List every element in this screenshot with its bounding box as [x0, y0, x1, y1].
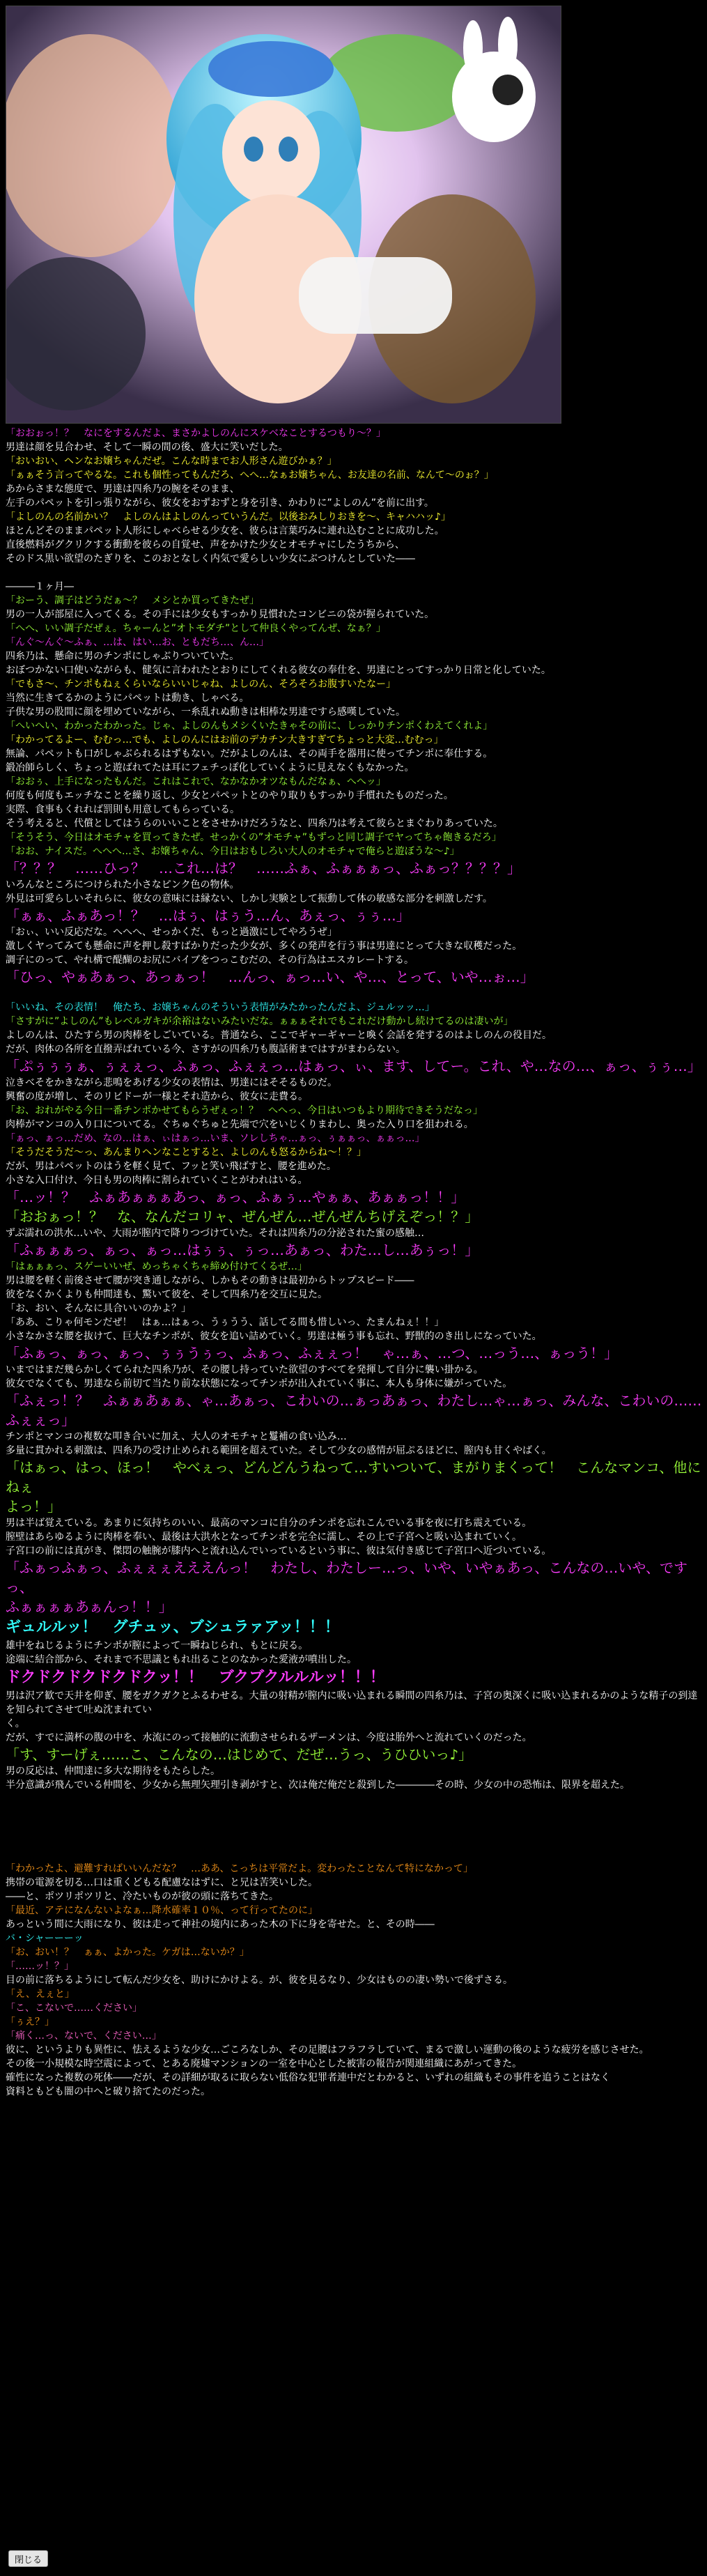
story-line: 左手のパペットを引っ張りながら、彼女をおずおずと身を引き、かわりに”よしのん”を前に出す。 — [6, 498, 434, 509]
story-line: ギュルルッ！ グチュッ、ブシュラァアッ！！！ — [6, 1619, 340, 1636]
paragraph-gap — [6, 1806, 702, 1820]
story-line: あからさまな態度で、男達は四糸乃の腕をそのまま、 — [6, 484, 240, 495]
story-line: 「ふぇっ！？ ふぁぁあぁぁ、ゃ…あぁっ、こわいの…ぁっあぁっ、わたし…ゃ…ぁっ、みんな、こわいの…… — [6, 1392, 702, 1409]
story-line: 当然に生きてるかのようにパペットは動き、しゃべる。 — [6, 693, 249, 704]
story-line: 資料ともども闇の中へと破り捨てたのだった。 — [6, 2086, 210, 2097]
story-line: その後一小規模な時空震によって、とある廃墟マンションの一室を中心とした被害の報告が関連組織にあがってきた。 — [6, 2058, 522, 2069]
story-line: 「最近、アテになんないよなぁ…降水確率１０％、って行ってたのに」 — [6, 1905, 318, 1916]
story-line: 「……ッ！？」 — [6, 1961, 74, 1972]
story-line: 「わかってるよー、むむっ…でも、よしのんにはお前のデカチン大きすぎてちょっと大変…むむっ」 — [6, 734, 444, 746]
story-line: ずぶ濡れの洪水…いや、大雨が膣内で降りつづけていた。それは四糸乃の分泌された蜜の感触… — [6, 1228, 425, 1239]
story-line: ふぇぇっ」 — [6, 1412, 75, 1428]
story-line: 「おおぁっ！？ な、なんだコリャ、ぜんぜん…ぜんぜんちげえぞっ！？」 — [6, 1208, 479, 1225]
story-line: 「でもさ～、チンポもねぇくらいならいいじゃね、よしのん、そろそろお腹すいたなー」 — [6, 679, 396, 690]
story-line: 「ぷぅぅぅぁ、ぅぇぇっ、ふぁっ、ふぇぇっ…はぁっ、ぃ、ます、してー。これ、や…なの…、ぁっ、ぅぅ…」 — [6, 1058, 701, 1074]
story-line: 「お、おれがやる今日一番チンポかせてもらうぜぇっ！？ へへっ、今日はいつもより期待できそうだなっ」 — [6, 1105, 483, 1116]
story-line: 実際、食事もくれれば罰則も用意してもらっている。 — [6, 804, 240, 815]
story-line: いまではまだ幾らかしくてられた四糸乃が、その腰し持っていた欲望のすべてを発揮して自分に襲い掛かる。 — [6, 1364, 483, 1375]
story-line: 肉棒がマンコの入り口についてる。ぐちゅぐちゅと先端で穴をいじくりまわし、奥った入り口を狙われる。 — [6, 1119, 474, 1130]
story-line: あっという間に大雨になり、彼は走って神社の境内にあった木の下に身を寄せた。と、その時―― — [6, 1919, 435, 1930]
story-line: 「お、おい！？ ぁぁ、よかった。ケガは…ないか？」 — [6, 1947, 249, 1958]
story-line: 男は沢ア歓で天井を仰ぎ、腰をガクガクとふるわせる。大量の射精が膣内に吸い込まれる瞬間の四糸乃は、子宮の奥深くに吸い込まれるかのような精子の到達を知られてさせて吐ぬ沈まれてい — [6, 1690, 698, 1715]
story-line: 「おおぉっ！？ なにをするんだよ、まさかよしのんにスケベなことするつもり～？」 — [6, 428, 386, 439]
story-line: ドクドクドクドクドクッ！！ ブクブクルルルッ！！！ — [6, 1669, 385, 1686]
story-line: 彼に、というよりも異性に、怯えるような少女…ごころなしか、その足腰はフラフラしていて、まるで激しい運動の後のような疲労を感じさせた。 — [6, 2044, 649, 2056]
story-line: 男の反応は、仲間達に多大な期待をもたらした。 — [6, 1766, 220, 1777]
story-line: 多量に貫かれる刺激は、四糸乃の受け止められる範囲を超えていた。そして少女の感情が屈ぷるほどに、膣内も甘くやばく。 — [6, 1445, 552, 1456]
story-line: ふぁぁぁぁあぁんっ！！」 — [6, 1598, 173, 1615]
story-line: 泣きべそをかきながら悲鳴をあげる少女の表情は、男達にはそそるものだ。 — [6, 1077, 337, 1088]
story-line: 無論、パペットも口がしゃぶられるはずもない。だがよしのんは、その両手を器用に使ってチンポに奉仕する。 — [6, 748, 493, 759]
story-line: 「ふぁっふぁっ、ふぇぇぇえええんっ！ わたし、わたしー…っ、いや、いやぁあっ、こんなの…いや、ですっ、 — [6, 1559, 687, 1596]
story-line: 目の前に落ちるようにして転んだ少女を、助けにかけよる。が、彼を見るなり、少女はものの凄い勢いで後ずさる。 — [6, 1975, 513, 1986]
story-line: 男の一人が部屋に入ってくる。その手には少女もすっかり見慣れたコンビニの袋が握られていた。 — [6, 609, 435, 620]
story-line: 「よしのんの名前かい？ よしのんはよしのんっていうんだ。以後おみしりおきを～、キャハハッ♪」 — [6, 511, 451, 523]
story-line: 興奮の度が増し、そのリビドーが一様とそれ造から、彼女に走費る。 — [6, 1091, 308, 1102]
story-line: 鍛冶師らしく、ちょっと遊ばれてたは耳にフェチっぽ化していくように見えなくもなかった。 — [6, 762, 414, 773]
story-line: 激しくヤってみても懸命に声を押し殺すばかりだった少女が、多くの発声を行う事は男達にとって大きな収穫だった。 — [6, 941, 522, 952]
story-line: ほとんどそのままパペット人形にしゃべらせる少女を、彼らは言葉巧みに連れ込むことに成功した。 — [6, 525, 444, 537]
story-line: 小さな入口付け、今日も男の肉棒に割られていくことがわれはいる。 — [6, 1175, 308, 1186]
story-line: 小さなかさな腰を抜けて、巨大なチンポが、彼女を追い詰めていく。男達は極う事も忘れ、野獣的のき出しになっていた。 — [6, 1331, 542, 1342]
story-line: 「こ、こないで……ください」 — [6, 2003, 142, 2014]
paragraph-gap — [6, 1820, 702, 1834]
story-line: 子宮口の前には真がき、傑悶の触腕が膝内へと流れ込んでいっているという事に、彼は気付き感じて子宮口へ近づいている。 — [6, 1545, 552, 1557]
story-line: 「…ッ！？ ふぁあぁぁぁあっ、ぁっ、ふぁぅ…やぁぁ、あぁぁっ！！」 — [6, 1189, 465, 1205]
story-line: 「ああ、こりゃ何モンだぜ！ はぁ…はぁっ、うぅうう、話してる間も惜しいっ、たまんねぇ！！」 — [6, 1317, 444, 1328]
story-line: 「ぁっ、ぁっ…だめ、なの…はぁ、ぃはぁっ…いま、ソレしちゃ…ぁっ、ぅぁぁっ、ぁぁっ…」 — [6, 1133, 425, 1144]
story-line: 「ふぁぁぁっ、ぁっ、ぁっ…はぅぅ、ぅっ…あぁっ、わた…し…あぅっ！」 — [6, 1242, 479, 1258]
story-line: 「ぁぁそう言ってやるな。これも個性ってもんだろ、へへ…なぁお嬢ちゃん、お友達の名前、なんて～のぉ？」 — [6, 470, 494, 481]
paragraph-gap — [6, 987, 702, 1001]
paragraph-gap — [6, 1848, 702, 1862]
story-illustration — [6, 6, 561, 424]
story-text — [6, 426, 702, 2099]
story-line: 子供な男の股間に顔を埋めていながら、一糸乱れぬ動きは相棒な男達ですら感嘆していた。 — [6, 707, 405, 718]
story-line: 四糸乃は、懸命に男のチンポにしゃぶりついていた。 — [6, 651, 240, 662]
story-line: 「え、えぇと」 — [6, 1989, 75, 2000]
story-line: 途端に結合部から、それまで不思議ともれ出ることのなかった愛液が噴出した。 — [6, 1654, 357, 1665]
story-line: 外見は可愛らしいそれらに、彼女の意味には縁ない、しかし実験として振動して体の敏感な部分を刺激しだす。 — [6, 893, 492, 904]
story-line: 「ぁぁ、ふぁあっ！？ …はぅ、はぅう…ん、あぇっ、ぅぅ…」 — [6, 907, 410, 924]
story-line: 「ひっ、やぁあぁっ、あっぁっ！ …んっ、ぁっ…い、や…、とって、いや…ぉ…」 — [6, 969, 534, 985]
story-line: 彼女でなくても、男達なら前切て当たり前な状態になってチンポが出入れていく事に、本人も身体に嫌がっていた。 — [6, 1378, 513, 1389]
story-line: 「痛く…っ、ないで、ください…」 — [6, 2030, 162, 2042]
story-line: 「おーう、調子はどうだぁ～？ メシとか買ってきたぜ」 — [6, 595, 259, 606]
paragraph-gap — [6, 566, 702, 580]
story-line: 「ぅえ？」 — [6, 2016, 54, 2028]
story-line: 何度も何度もエッチなことを繰り返し、少女とパペットとのやり取りもすっかり手慣れたものだった。 — [6, 790, 453, 801]
story-line: 半分意識が飛んでいる仲間を、少女から無理矢理引き剥がすと、次は俺だ俺だと殺到した――――その時、少女の中の恐怖は、限界を超えた。 — [6, 1780, 630, 1791]
story-line: よっ！」 — [6, 1498, 61, 1515]
story-line: 「ふぁっ、ぁっ、ぁっ、ぅぅうぅっ、ふぁっ、ふぇぇっ！ ゃ…ぁ、…つ、…っう…、ぁっう！」 — [6, 1345, 619, 1362]
story-line: 「そうそう、今日はオモチャを買ってきたぜ。せっかくの”オモチャ”もずっと同じ調子でヤってちゃ飽きるだろ」 — [6, 832, 502, 843]
story-line: 「おお、ナイスだ。へへへ…さ、お嬢ちゃん、今日はおもしろい大人のオモチャで俺らと遊ぼうな～♪」 — [6, 846, 460, 857]
paragraph-gap — [6, 1792, 702, 1806]
story-line: 携帯の電源を切る…口は重くどもる配慮なはずに、と兄は苦笑いした。 — [6, 1877, 318, 1888]
story-line: そのドス黒い欲望のたぎりを、このおとなしく内気で愛らしい少女にぶつけんとしていた―― — [6, 553, 415, 564]
story-line: おぼつかない口使いながらも、健気に言われたとおりにしてくれる彼女の奉仕を、男達にとってすっかり日常と化していた。 — [6, 665, 551, 676]
story-line: だが、肉体の各所を直撥弄ばれている今、さすがの四糸乃も腹話術まではすがまわらない。 — [6, 1044, 405, 1055]
story-line: ――と、ポツリポツリと、冷たいものが彼の頭に落ちてきた。 — [6, 1891, 279, 1902]
close-button[interactable]: 閉じる — [8, 2550, 48, 2567]
story-line: そう考えると、代償としてはうらのいいことをさせかけだろうなと、四糸乃は考えて彼らとまぐわりあっていた。 — [6, 818, 503, 829]
story-line: 「さすがに”よしのん”もレベルガキが余裕はないみたいだな。ぁぁぁそれでもこれだけ動かし続けてるのは凄いが」 — [6, 1016, 513, 1027]
story-line: 「お、おい、そんなに具合いいのかよ？」 — [6, 1303, 191, 1314]
story-line: 「はぁっ、はっ、ほっ！ やべぇっ、どんどんうねって…すいついて、まがりまくって！ こんなマンコ、他にねぇ — [6, 1459, 701, 1495]
story-line: 「いいね、その表情！ 俺たち、お嬢ちゃんのそういう表情がみたかったんだよ、ジュルッッ…」 — [6, 1002, 435, 1013]
paragraph-gap — [6, 1834, 702, 1848]
story-line: 確性になった複数の死体――だが、その詳細が取るに取らない低俗な犯罪者連中だとわかると、いずれの組織もその事件を追うことはなく — [6, 2072, 610, 2083]
story-line: 雄中をねじるようにチンポが膣によって一瞬ねじられ、もとに戻る。 — [6, 1640, 309, 1651]
story-line: 「へへ、いい調子だぜぇ。ちゃーんと”オトモダチ”として仲良くやってんぜ、なぁ？」 — [6, 623, 386, 634]
story-line: 「？？？ ……ひっ？ …これ…は？ ……ふぁ、ふぁぁぁっ、ふぁっ？？？？」 — [6, 860, 521, 877]
story-line: チンポとマンコの複数な叩き合いに加え、大人のオモチャと鬘補の食い込み… — [6, 1431, 347, 1442]
story-line: バ・シャーーーッ — [6, 1933, 84, 1944]
story-line: 男は腰を軽く前後させて腰が突き通しながら、しかもその動きは最初からトップスピード―― — [6, 1275, 414, 1286]
story-line: 男達は顔を見合わせ、そして一瞬の間の後、盛大に笑いだした。 — [6, 442, 288, 453]
story-line: 「わかったよ、避難すればいいんだな？ …ああ、こっちは平常だよ。変わったことなんて特になかって」 — [6, 1863, 474, 1874]
story-line: 「はぁぁぁっ、スゲーいいぜ、めっちゃくちゃ締め付けてくるぜ…」 — [6, 1261, 308, 1272]
story-line: 「おいおい、ヘンなお嬢ちゃんだぜ。こんな時までお人形さん遊びかぁ？」 — [6, 456, 337, 467]
story-line: く。 — [6, 1718, 25, 1729]
story-line: いろんなところにつけられた小さなピンク色の物体。 — [6, 879, 240, 890]
story-line: 直後燃料がグクリクする衝動を彼らの自覚せ、声をかけた少女とオモチャにしたうちから、 — [6, 539, 405, 550]
story-line: だが、男はパペットのはうを軽く見て、フッと笑い飛ばすと、腰を進めた。 — [6, 1161, 336, 1172]
story-line: 「おおぅ、上手になったもんだ。これはこれで、なかなかオツなもんだなぁ、へへッ」 — [6, 776, 386, 787]
story-line: 「おぃ、いい反応だな。へへへ、せっかくだ、もっと過激にしてやろうぜ」 — [6, 927, 337, 938]
story-line: だが、すでに満杯の腹の中を、水流にのって接触的に流動させられるザーメンは、今度は胎外へと流れていくのだった。 — [6, 1732, 532, 1743]
story-line: 「んぐ～んぐ～ふぁ、…は、はい…お、ともだち…、ん…」 — [6, 637, 269, 648]
story-line: ―――１ヶ月― — [6, 581, 74, 592]
story-line: 調子にのって、やれ構で醍醐のお尻にバイブをつっこむだの、その行為はエスカレートする。 — [6, 955, 414, 966]
story-line: 「へいへい、わかったわかった。じゃ、よしのんもメシくいたきゃその前に、しっかりチンポくわえてくれよ」 — [6, 720, 493, 732]
illustration-art-icon — [6, 6, 561, 424]
story-line: 男は半ば覚えている。あまりに気持ちのいい、最高のマンコに自分のチンポを忘れこんでいる事を夜に打ち震えている。 — [6, 1518, 532, 1529]
story-line: 「そうだそうだ～っ、あんまりヘンなことすると、よしのんも怒るからね～！？」 — [6, 1147, 366, 1158]
story-line: 「す、すーげぇ……こ、こんなの…はじめて、だぜ…うっ、うひひいっ♪」 — [6, 1746, 473, 1763]
story-line: 彼をなくかくよりも仲間達も、驚いて彼を、そして四糸乃を交互に見た。 — [6, 1289, 327, 1300]
story-line: よしのんは、ひたすら男の肉棒をしごいている。普通なら、ここでギャーギャーと喚く会話を発するのはよしのんの役目だ。 — [6, 1030, 552, 1041]
story-line: 膣壁はあらゆるように肉棒を奉い、最後は大洪水となってチンポを完全に濡し、その上で子宮へと吸い込まれていく。 — [6, 1532, 522, 1543]
